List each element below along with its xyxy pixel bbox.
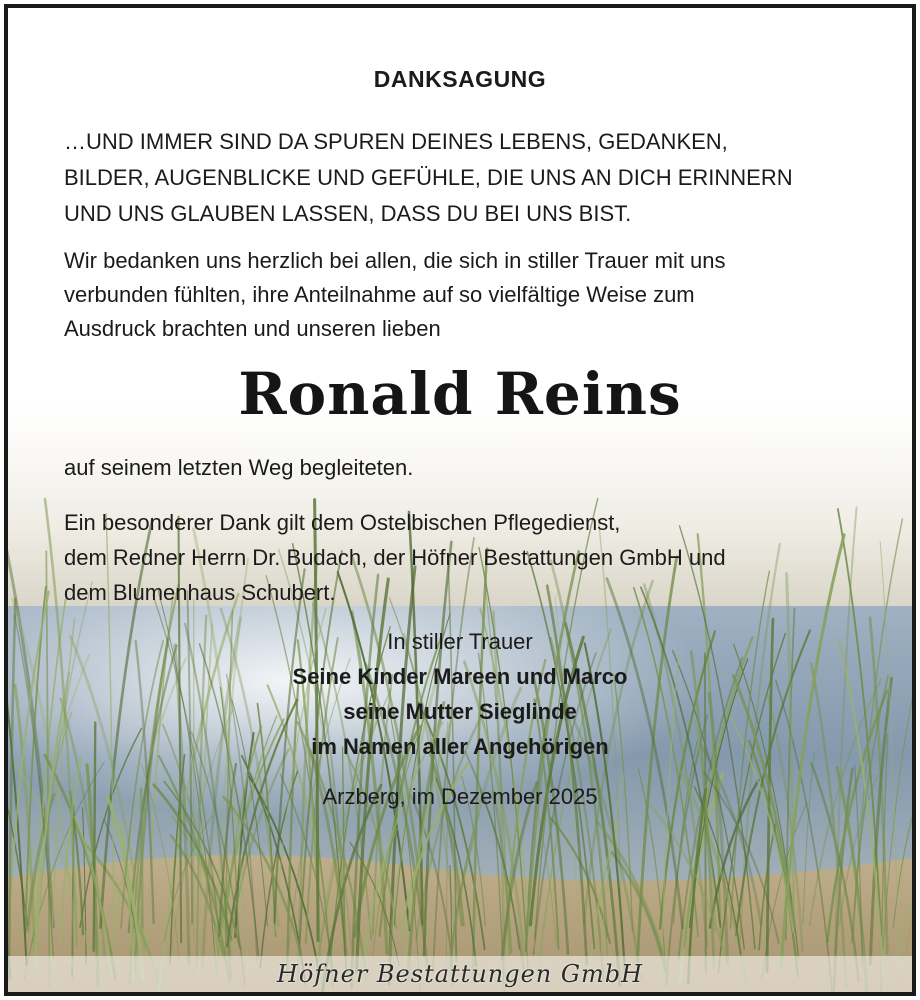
quote-line: BILDER, AUGENBLICKE UND GEFÜHLE, DIE UNS AN DICH ERINNERN — [64, 165, 793, 190]
signoff-line: seine Mutter Sieglinde — [343, 699, 577, 724]
signoff-line: Seine Kinder Mareen und Marco — [292, 664, 628, 689]
funeral-home-logo: Höfner Bestattungen GmbH — [276, 960, 644, 988]
notice-heading: DANKSAGUNG — [373, 66, 547, 92]
quote-block — [64, 124, 864, 232]
last-way-line: auf seinem letzten Weg begleiteten. — [64, 455, 414, 480]
special-line: Ein besonderer Dank gilt dem Ostelbischen Pflegedienst, — [64, 510, 621, 535]
thanks-line: Wir bedanken uns herzlich bei allen, die sich in stiller Trauer mit uns — [64, 248, 726, 273]
thanks-line: verbunden fühlten, ihre Anteilnahme auf so vielfältige Weise zum — [64, 282, 695, 307]
quote-line: …UND IMMER SIND DA SPUREN DEINES LEBENS, GEDANKEN, — [64, 129, 728, 154]
special-line: dem Redner Herrn Dr. Budach, der Höfner Bestattungen GmbH und — [64, 545, 726, 570]
signoff-block — [8, 624, 912, 764]
signoff-line: im Namen aller Angehörigen — [311, 734, 609, 759]
thanks-paragraph — [64, 244, 874, 346]
quote-line: UND UNS GLAUBEN LASSEN, DASS DU BEI UNS BIST. — [64, 201, 632, 226]
thanks-line: Ausdruck brachten und unseren lieben — [64, 316, 441, 341]
deceased-name: Ronald Reins — [238, 360, 682, 428]
notice-card — [4, 4, 916, 996]
signoff-intro: In stiller Trauer — [387, 629, 533, 654]
special-line: dem Blumenhaus Schubert. — [64, 580, 336, 605]
place-date: Arzberg, im Dezember 2025 — [322, 784, 598, 809]
special-thanks-paragraph — [64, 505, 874, 610]
notice-text — [8, 8, 912, 992]
